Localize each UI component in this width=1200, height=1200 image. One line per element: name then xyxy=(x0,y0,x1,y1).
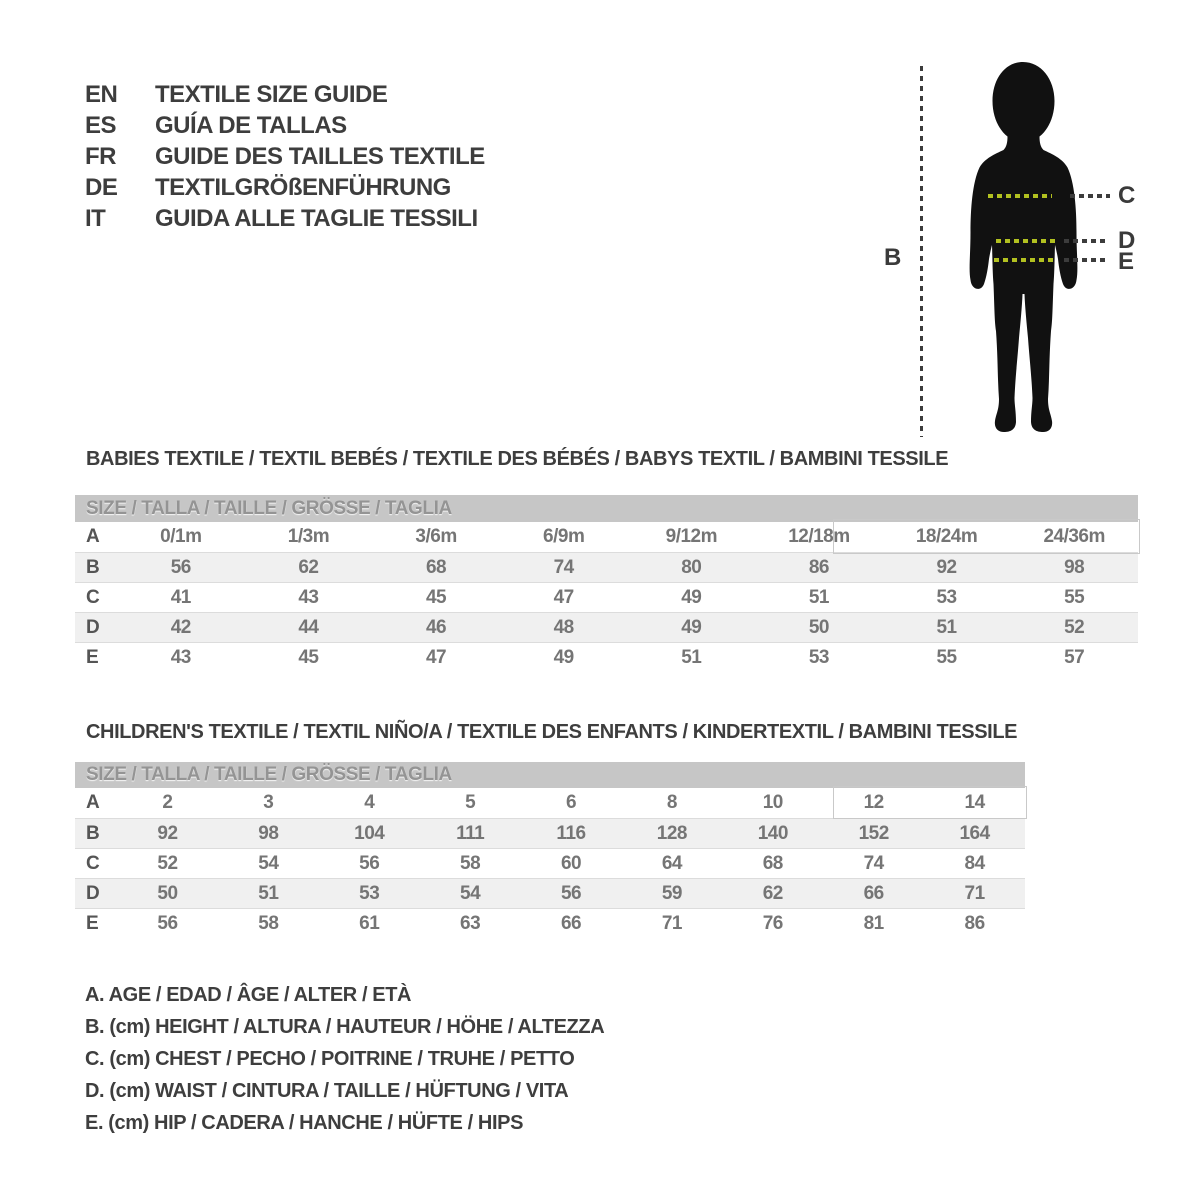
table-cell: 62 xyxy=(762,882,783,904)
table-cell: 61 xyxy=(359,912,380,934)
row-label: B xyxy=(86,822,100,844)
table-cell: 60 xyxy=(560,852,582,874)
table-cell: 12 xyxy=(863,792,884,813)
table-cell: 44 xyxy=(298,616,319,638)
row-label: E xyxy=(86,646,99,668)
table-cell: 2 xyxy=(162,792,173,813)
table-cell: 128 xyxy=(656,822,687,844)
table-cell: 51 xyxy=(936,616,957,638)
table-cell: 12/18m xyxy=(788,526,850,547)
table-cell: 140 xyxy=(757,822,788,844)
table-cell: 6/9m xyxy=(543,526,585,547)
table-cell: 98 xyxy=(1064,556,1085,578)
table-cell: 54 xyxy=(460,882,481,904)
table-cell: 111 xyxy=(456,822,485,844)
legend-line-chest: C. (cm) CHEST / PECHO / POITRINE / TRUHE / PETTO xyxy=(85,1048,575,1070)
measurement-legend xyxy=(85,979,604,1139)
table-cell: 80 xyxy=(681,556,702,578)
table-row xyxy=(75,908,1025,938)
hip-measure-leader-line xyxy=(1064,258,1108,262)
table-cell: 86 xyxy=(964,912,985,934)
table-cell: 53 xyxy=(936,586,957,608)
size-header-bar xyxy=(75,762,1025,788)
row-label: A xyxy=(86,792,100,813)
babies-size-table xyxy=(75,495,1138,672)
height-measure-label: B xyxy=(884,244,902,271)
table-cell: 45 xyxy=(425,586,447,608)
table-cell: 50 xyxy=(808,616,829,638)
table-cell: 71 xyxy=(964,882,985,904)
table-cell: 14 xyxy=(964,792,985,813)
chest-measure-line xyxy=(988,194,1052,198)
language-title: GUÍA DE TALLAS xyxy=(155,111,347,139)
table-cell: 55 xyxy=(936,646,957,668)
table-cell: 6 xyxy=(565,792,577,813)
table-cell: 42 xyxy=(170,616,191,638)
legend-line-waist: D. (cm) WAIST / CINTURA / TAILLE / HÜFTUNG / VITA xyxy=(85,1080,569,1102)
table-cell: 92 xyxy=(936,556,957,578)
table-cell: 56 xyxy=(157,912,178,934)
table-cell: 1/3m xyxy=(287,526,330,547)
table-row xyxy=(75,848,1025,878)
table-cell: 47 xyxy=(425,646,447,668)
table-cell: 3/6m xyxy=(415,526,457,547)
table-cell: 0/1m xyxy=(160,526,202,547)
table-cell: 3 xyxy=(263,792,274,813)
hip-measure-line xyxy=(994,258,1057,262)
table-cell: 56 xyxy=(170,556,191,578)
language-title: TEXTILGRÖßENFÜHRUNG xyxy=(155,173,451,201)
table-cell: 55 xyxy=(1064,586,1085,608)
table-row xyxy=(75,818,1025,848)
table-cell: 58 xyxy=(258,912,279,934)
table-cell: 41 xyxy=(170,586,191,608)
table-cell: 64 xyxy=(661,852,682,874)
table-cell: 50 xyxy=(157,882,178,904)
table-cell: 51 xyxy=(681,646,702,668)
table-cell: 43 xyxy=(298,586,319,608)
table-row xyxy=(75,878,1025,908)
table-cell: 47 xyxy=(553,586,574,608)
table-cell: 92 xyxy=(157,822,178,844)
chest-measure-label: C xyxy=(1118,182,1136,209)
size-header-label: SIZE / TALLA / TAILLE / GRÖSSE / TAGLIA xyxy=(86,497,452,519)
language-row-it xyxy=(85,203,485,234)
table-cell: 63 xyxy=(460,912,481,934)
table-cell: 152 xyxy=(858,822,889,844)
table-row xyxy=(75,612,1138,642)
legend-line-age: A. AGE / EDAD / ÂGE / ALTER / ETÀ xyxy=(85,984,412,1006)
table-cell: 46 xyxy=(425,616,447,638)
table-cell: 71 xyxy=(661,912,682,934)
table-row xyxy=(75,788,1025,818)
table-cell: 86 xyxy=(808,556,829,578)
waist-measure-leader-line xyxy=(1064,239,1108,243)
table-cell: 53 xyxy=(359,882,380,904)
table-row xyxy=(75,642,1138,672)
language-code: IT xyxy=(85,204,106,232)
table-cell: 164 xyxy=(959,822,990,844)
waist-measure-label: D xyxy=(1118,227,1136,254)
table-cell: 52 xyxy=(1064,616,1085,638)
height-measure-dashed-line xyxy=(920,66,923,437)
table-cell: 59 xyxy=(661,882,682,904)
table-cell: 84 xyxy=(964,852,985,874)
table-cell: 58 xyxy=(460,852,481,874)
row-label: C xyxy=(86,852,100,874)
table-cell: 8 xyxy=(666,792,677,813)
hip-measure-label: E xyxy=(1118,248,1135,275)
table-cell: 5 xyxy=(465,792,476,813)
child-silhouette xyxy=(962,60,1082,435)
legend-line-hip: E. (cm) HIP / CADERA / HANCHE / HÜFTE / HIPS xyxy=(85,1112,524,1134)
table-cell: 18/24m xyxy=(915,526,978,547)
table-row xyxy=(75,522,1138,552)
children-section-heading: CHILDREN'S TEXTILE / TEXTIL NIÑO/A / TEXTILE DES ENFANTS / KINDERTEXTIL / BAMBINI TESSILE xyxy=(86,721,1018,743)
table-cell: 52 xyxy=(157,852,178,874)
language-row-es xyxy=(85,110,485,141)
row-label: D xyxy=(86,616,100,638)
children-table-body xyxy=(75,788,1025,938)
table-row xyxy=(75,552,1138,582)
table-cell: 54 xyxy=(258,852,279,874)
row-label: C xyxy=(86,586,100,608)
table-cell: 104 xyxy=(354,822,385,844)
language-title-list xyxy=(85,79,485,234)
table-cell: 57 xyxy=(1064,646,1085,668)
table-cell: 9/12m xyxy=(665,526,717,547)
table-cell: 66 xyxy=(560,912,582,934)
babies-table-body xyxy=(75,522,1138,672)
table-cell: 51 xyxy=(808,586,829,608)
table-cell: 98 xyxy=(258,822,279,844)
children-size-table xyxy=(75,762,1025,938)
language-row-en xyxy=(85,79,485,110)
table-cell: 43 xyxy=(170,646,191,668)
table-cell: 49 xyxy=(553,646,574,668)
table-cell: 74 xyxy=(863,852,884,874)
table-cell: 68 xyxy=(425,556,447,578)
table-cell: 48 xyxy=(553,616,574,638)
row-label: E xyxy=(86,912,99,934)
table-cell: 53 xyxy=(808,646,829,668)
table-cell: 4 xyxy=(364,792,375,813)
table-cell: 81 xyxy=(863,912,884,934)
chest-measure-leader-line xyxy=(1070,194,1110,198)
table-row xyxy=(75,582,1138,612)
table-cell: 68 xyxy=(762,852,783,874)
table-cell: 45 xyxy=(298,646,319,668)
table-cell: 76 xyxy=(762,912,783,934)
size-header-label: SIZE / TALLA / TAILLE / GRÖSSE / TAGLIA xyxy=(86,764,452,785)
legend-line-height: B. (cm) HEIGHT / ALTURA / HAUTEUR / HÖHE / ALTEZZA xyxy=(85,1016,605,1038)
table-cell: 116 xyxy=(556,822,586,844)
language-row-de xyxy=(85,172,485,203)
table-cell: 66 xyxy=(863,882,884,904)
language-code: DE xyxy=(85,173,118,201)
table-cell: 49 xyxy=(681,616,702,638)
size-header-bar xyxy=(75,495,1138,522)
language-code: EN xyxy=(85,80,118,108)
table-cell: 49 xyxy=(681,586,702,608)
language-row-fr xyxy=(85,141,485,172)
row-label: B xyxy=(86,556,100,578)
language-code: FR xyxy=(85,142,116,170)
language-title: GUIDE DES TAILLES TEXTILE xyxy=(155,142,485,170)
table-cell: 56 xyxy=(359,852,380,874)
language-title: GUIDA ALLE TAGLIE TESSILI xyxy=(155,204,478,232)
language-code: ES xyxy=(85,111,117,139)
row-label: A xyxy=(86,526,100,547)
babies-section-heading: BABIES TEXTILE / TEXTIL BEBÉS / TEXTILE DES BÉBÉS / BABYS TEXTIL / BAMBINI TESSILE xyxy=(86,448,949,470)
row-label: D xyxy=(86,882,100,904)
table-cell: 24/36m xyxy=(1043,526,1105,547)
table-cell: 62 xyxy=(298,556,319,578)
language-title: TEXTILE SIZE GUIDE xyxy=(155,80,388,108)
table-cell: 56 xyxy=(560,882,582,904)
table-cell: 51 xyxy=(258,882,279,904)
waist-measure-line xyxy=(996,239,1057,243)
table-cell: 10 xyxy=(762,792,783,813)
table-cell: 74 xyxy=(553,556,574,578)
